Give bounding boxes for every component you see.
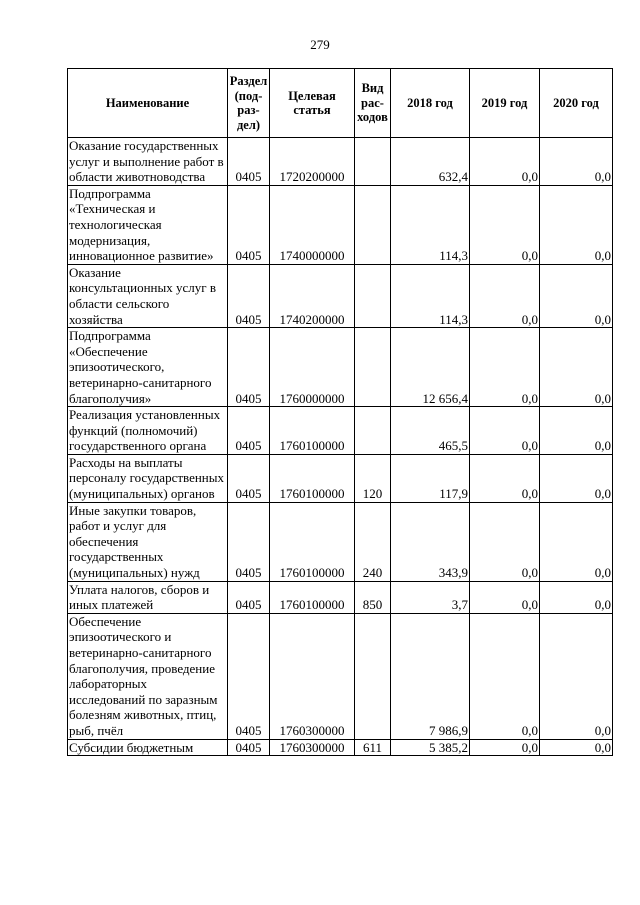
row-name: Иные закупки товаров, работ и услуг для обеспечения государственных (муниципальных) нужд [68,502,228,581]
row-expense-type: 850 [355,581,391,613]
row-2020: 0,0 [540,502,613,581]
row-2018: 114,3 [391,264,470,327]
row-2019: 0,0 [470,185,540,264]
row-2018: 12 656,4 [391,328,470,407]
row-2019: 0,0 [470,502,540,581]
table-row [68,613,613,739]
row-2020: 0,0 [540,264,613,327]
row-2019: 0,0 [470,613,540,739]
table-row [68,454,613,502]
row-target: 1760300000 [270,739,355,756]
row-section: 0405 [228,613,270,739]
row-expense-type [355,328,391,407]
row-target: 1720200000 [270,138,355,186]
table-row [68,739,613,756]
row-expense-type [355,138,391,186]
row-name: Обеспечение эпизоотического и ветеринарно-санитарного благополучия, проведение лабораторных исследований по заразным болезням животных, птиц, рыб, пчёл [68,613,228,739]
row-section: 0405 [228,502,270,581]
row-2018: 3,7 [391,581,470,613]
row-section: 0405 [228,407,270,455]
row-name: Уплата налогов, сборов и иных платежей [68,581,228,613]
row-2019: 0,0 [470,407,540,455]
row-2018: 5 385,2 [391,739,470,756]
row-target: 1760100000 [270,407,355,455]
row-2018: 465,5 [391,407,470,455]
row-name: Оказание консультационных услуг в области сельского хозяйства [68,264,228,327]
row-expense-type [355,185,391,264]
row-2020: 0,0 [540,407,613,455]
row-2020: 0,0 [540,328,613,407]
row-target: 1760300000 [270,613,355,739]
row-2019: 0,0 [470,328,540,407]
row-2018: 632,4 [391,138,470,186]
row-2020: 0,0 [540,739,613,756]
table-header-row [68,69,613,138]
header-name: Наименование [68,69,228,138]
header-target: Целевая статья [270,69,355,138]
row-name: Реализация установленных функций (полномочий) государственного органа [68,407,228,455]
row-section: 0405 [228,454,270,502]
header-section: Раздел (под-раз-дел) [228,69,270,138]
row-target: 1760100000 [270,502,355,581]
row-target: 1740000000 [270,185,355,264]
row-section: 0405 [228,185,270,264]
row-target: 1740200000 [270,264,355,327]
row-2018: 117,9 [391,454,470,502]
header-2020: 2020 год [540,69,613,138]
row-2020: 0,0 [540,581,613,613]
row-target: 1760100000 [270,454,355,502]
row-name: Подпрограмма «Техническая и технологическая модернизация, инновационное развитие» [68,185,228,264]
row-2020: 0,0 [540,185,613,264]
table-row [68,264,613,327]
row-expense-type [355,613,391,739]
table-row [68,581,613,613]
row-2019: 0,0 [470,454,540,502]
header-expense-type: Вид рас-ходов [355,69,391,138]
row-expense-type [355,264,391,327]
row-expense-type: 120 [355,454,391,502]
row-target: 1760000000 [270,328,355,407]
header-2019: 2019 год [470,69,540,138]
row-name: Расходы на выплаты персоналу государственных (муниципальных) органов [68,454,228,502]
table-row [68,407,613,455]
table-row [68,138,613,186]
row-expense-type: 611 [355,739,391,756]
row-2020: 0,0 [540,454,613,502]
budget-table [67,68,613,756]
row-name: Оказание государственных услуг и выполнение работ в области животноводства [68,138,228,186]
table-row [68,328,613,407]
row-expense-type [355,407,391,455]
row-section: 0405 [228,739,270,756]
row-expense-type: 240 [355,502,391,581]
header-2018: 2018 год [391,69,470,138]
row-target: 1760100000 [270,581,355,613]
row-section: 0405 [228,328,270,407]
row-name: Подпрограмма «Обеспечение эпизоотического, ветеринарно-санитарного благополучия» [68,328,228,407]
row-2018: 114,3 [391,185,470,264]
row-2020: 0,0 [540,613,613,739]
row-2018: 343,9 [391,502,470,581]
row-2019: 0,0 [470,581,540,613]
row-section: 0405 [228,264,270,327]
row-name: Субсидии бюджетным [68,739,228,756]
row-2018: 7 986,9 [391,613,470,739]
table-row [68,502,613,581]
row-2019: 0,0 [470,739,540,756]
row-section: 0405 [228,138,270,186]
row-section: 0405 [228,581,270,613]
table-row [68,185,613,264]
page-number: 279 [310,37,330,52]
row-2019: 0,0 [470,264,540,327]
row-2020: 0,0 [540,138,613,186]
row-2019: 0,0 [470,138,540,186]
